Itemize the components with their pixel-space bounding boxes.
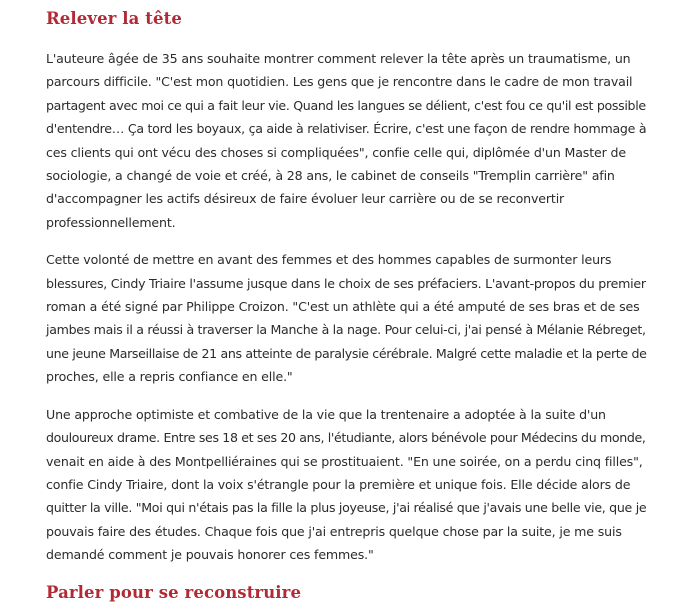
paragraph-3-line: demandé comment je pouvais honorer ces femmes." <box>46 547 374 563</box>
paragraph-1-line: ces clients qui ont vécu des choses si compliquées", confie celle qui, diplômée d'un Master de <box>46 144 626 160</box>
paragraph-2-line: roman a été signé par Philippe Croizon. "C'est un athlète qui a été amputé de ses bras et de ses <box>46 299 640 315</box>
paragraph-2-line: blessures, Cindy Triaire l'assume jusque dans le choix de ses préfaciers. L'avant-propos du premier <box>46 275 646 291</box>
paragraph-3-line: venait en aide à des Montpelliéraines qui se prostituaient. "En une soirée, on a perdu cinq filles", <box>46 453 643 469</box>
section-heading-parler-pour-se-reconstruire: Parler pour se reconstruire <box>46 582 302 602</box>
paragraph-1-line: parcours difficile. "C'est mon quotidien. Les gens que je rencontre dans le cadre de mon travail <box>46 74 633 90</box>
paragraph-1-line: professionnellement. <box>46 214 176 230</box>
paragraph-1-line: L'auteure âgée de 35 ans souhaite montrer comment relever la tête après un traumatisme, un <box>46 51 631 66</box>
paragraph-2-line: jambes mais il a réussi à traverser la Manche à la nage. Pour celui-ci, j'ai pensé à Mélanie Rébreget, <box>46 322 646 338</box>
paragraph-1-line: partagent avec moi ce qui a fait leur vie. Quand les langues se délient, c'est fou ce qu'il est possible <box>46 97 646 113</box>
paragraph-3-line: quitter la ville. "Moi qui n'étais pas la fille la plus joyeuse, j'ai réalisé que j'avais une belle vie, que je <box>46 500 647 516</box>
paragraph-2-line: proches, elle a repris confiance en elle." <box>46 369 293 385</box>
paragraph-2 <box>46 248 646 388</box>
paragraph-3 <box>46 403 646 567</box>
article-body <box>46 0 646 605</box>
paragraph-2-line: une jeune Marseillaise de 21 ans atteinte de paralysie cérébrale. Malgré cette maladie et la perte de <box>46 345 647 361</box>
paragraph-1-line: d'entendre… Ça tord les boyaux, ça aide à relativiser. Écrire, c'est une façon de rendre hommage à <box>46 121 647 137</box>
paragraph-2-line: Cette volonté de mettre en avant des femmes et des hommes capables de surmonter leurs <box>46 252 612 268</box>
paragraph-3-line: Une approche optimiste et combative de la vie que la trentenaire a adoptée à la suite d'un <box>46 406 606 422</box>
paragraph-1 <box>46 47 646 234</box>
section-heading-relever-la-tete: Relever la tête <box>46 9 182 28</box>
paragraph-1-line: sociologie, a changé de voie et créé, à 28 ans, le cabinet de conseils "Tremplin carrière" afin <box>46 168 615 184</box>
paragraph-1-line: d'accompagner les actifs désireux de faire évoluer leur carrière ou de se reconvertir <box>46 191 565 207</box>
paragraph-3-line: douloureux drame. Entre ses 18 et ses 20 ans, l'étudiante, alors bénévole pour Médecins du monde, <box>46 430 646 446</box>
paragraph-3-line: pouvais faire des études. Chaque fois que j'ai entrepris quelque chose par la suite, je me suis <box>46 523 622 539</box>
paragraph-3-line: confie Cindy Triaire, dont la voix s'étrangle pour la première et unique fois. Elle décide alors de <box>46 476 631 492</box>
